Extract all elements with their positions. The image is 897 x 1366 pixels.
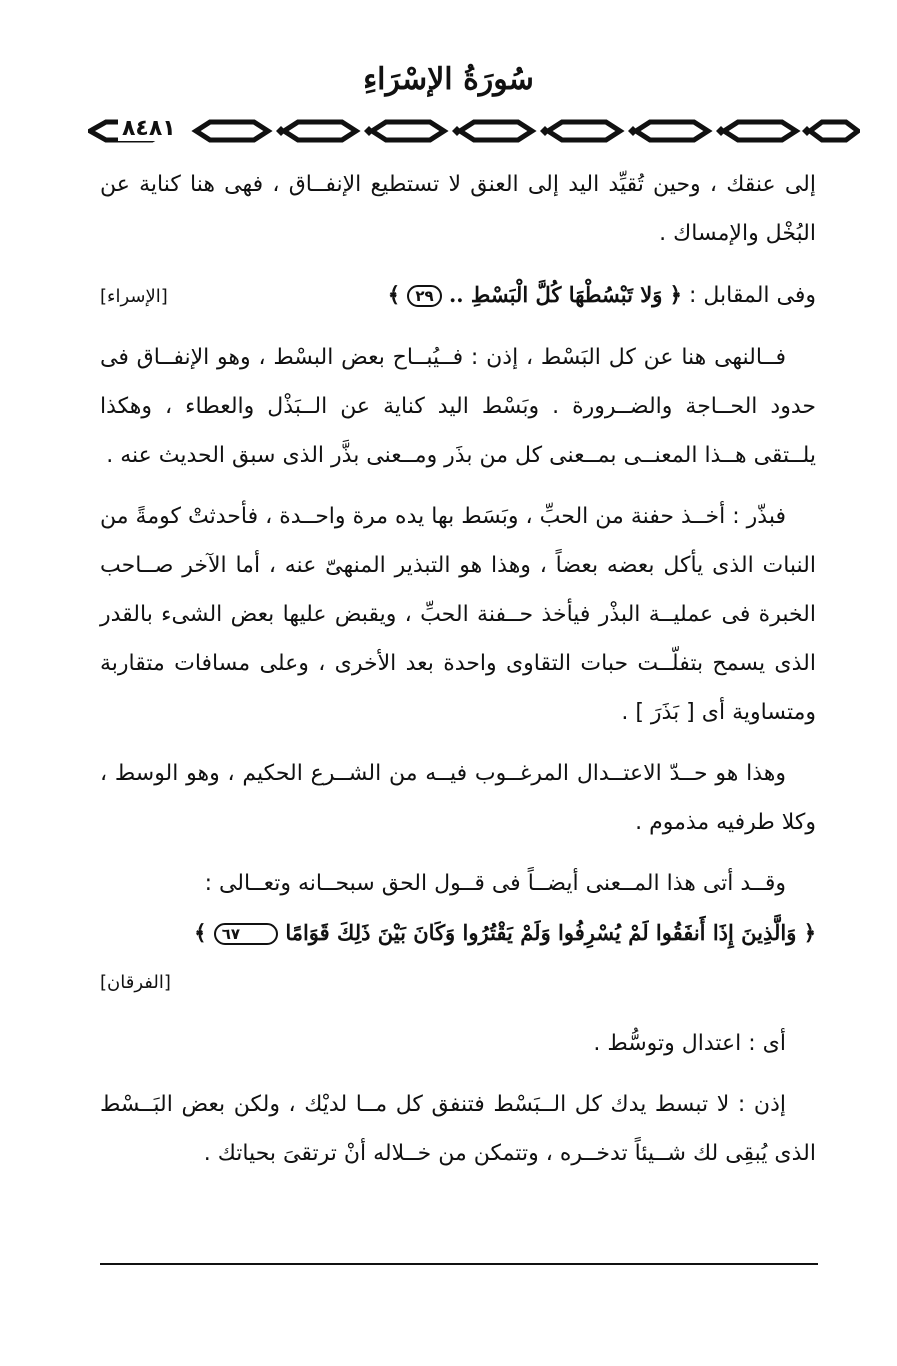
verse-isra [388, 270, 816, 320]
surah-reference-furqan: [الفرقان] [100, 972, 171, 993]
verse-line-isra [100, 270, 816, 321]
page-body [100, 160, 816, 1190]
surah-title: سُورَةُ الإسْرَاءِ [363, 62, 534, 97]
paragraph-7: أى : اعتدال وتوسُّط . [593, 1031, 786, 1056]
paragraph-4: فبذّر : أخــذ حفنة من الحبِّ ، وبَسَط بها يده مرة واحــدة ، فأحدثتْ كومةً من النبات الذى يأكل بعضه بعضاً ، وهذا هو التبذير المنهىّ عنه ، أما الآخر صــاحب الخبرة فى عمليــة البذْر فيأخذ حــفنة الحبِّ ، ويقبض عليها بعض الشىء بالقدر الذى يسمح بتفلّــت حبات التقاوى واحدة بعد الأخرى ، وعلى مسافات متقاربة ومتساوية أى [ بَذَرَ ] . [100, 504, 816, 725]
page-number: ٨٤٨١ [118, 116, 180, 141]
paragraph-3: فــالنهى هنا عن كل البَسْط ، إذن : فــيُبــاح بعض البسْط ، وهو الإنفــاق فى حدود الحــاجة والضــرورة . وبَسْط اليد كناية عن الــبَذْل والعطاء ، وهكذا يلــتقى هــذا المعنــى بمــعنى كل من بذَر ومــعنى بذَّر الذى سبق الحديث عنه . [100, 345, 816, 468]
verse-intro: وقــد أتى هذا المــعنى أيضــاً فى قــول الحق سبحــانه وتعــالى : [204, 871, 786, 896]
ayah-number-badge: ٢٩ [407, 285, 441, 307]
verse-close-bracket: ﴾ [194, 920, 214, 945]
footer-divider [100, 1263, 818, 1265]
paragraph-1: إلى عنقك ، وحين تُقيِّد اليد إلى العنق لا تستطيع الإنفــاق ، فهى هنا كناية عن البُخْل والإمساك . [100, 172, 816, 246]
paragraph-8: إذن : لا تبسط يدك كل الــبَسْط فتنفق كل مــا لديْك ، ولكن بعض البَــسْط الذى يُبقِى لك شــيئاً تدخــره ، وتتمكن من خــلاله أنْ ترتقىَ بحياتك . [100, 1092, 816, 1166]
paragraph-5: وهذا هو حــدّ الاعتــدال المرغــوب فيــه من الشــرع الحكيم ، وهو الوسط ، وكلا طرفيه مذموم . [100, 761, 816, 835]
ayah-number-badge: ٦٧ [214, 923, 278, 945]
verse-prefix: وفى المقابل : [681, 283, 816, 308]
surah-reference-isra: [الإسراء] [100, 286, 168, 307]
quran-verse-isra: ﴿ وَلا تَبْسُطْهَا كُلَّ الْبَسْطِ .. [441, 282, 682, 307]
ornament-chain-icon [88, 118, 860, 144]
quran-verse-furqan: ﴿ وَالَّذِينَ إِذَا أَنفَقُوا لَمْ يُسْرِفُوا وَلَمْ يَقْتُرُوا وَكَانَ بَيْنَ ذَلِكَ قَوَامًا [278, 920, 816, 945]
decorative-border [88, 118, 860, 144]
paragraph-6 [100, 859, 816, 958]
verse-close-bracket: ﴾ [387, 282, 408, 307]
